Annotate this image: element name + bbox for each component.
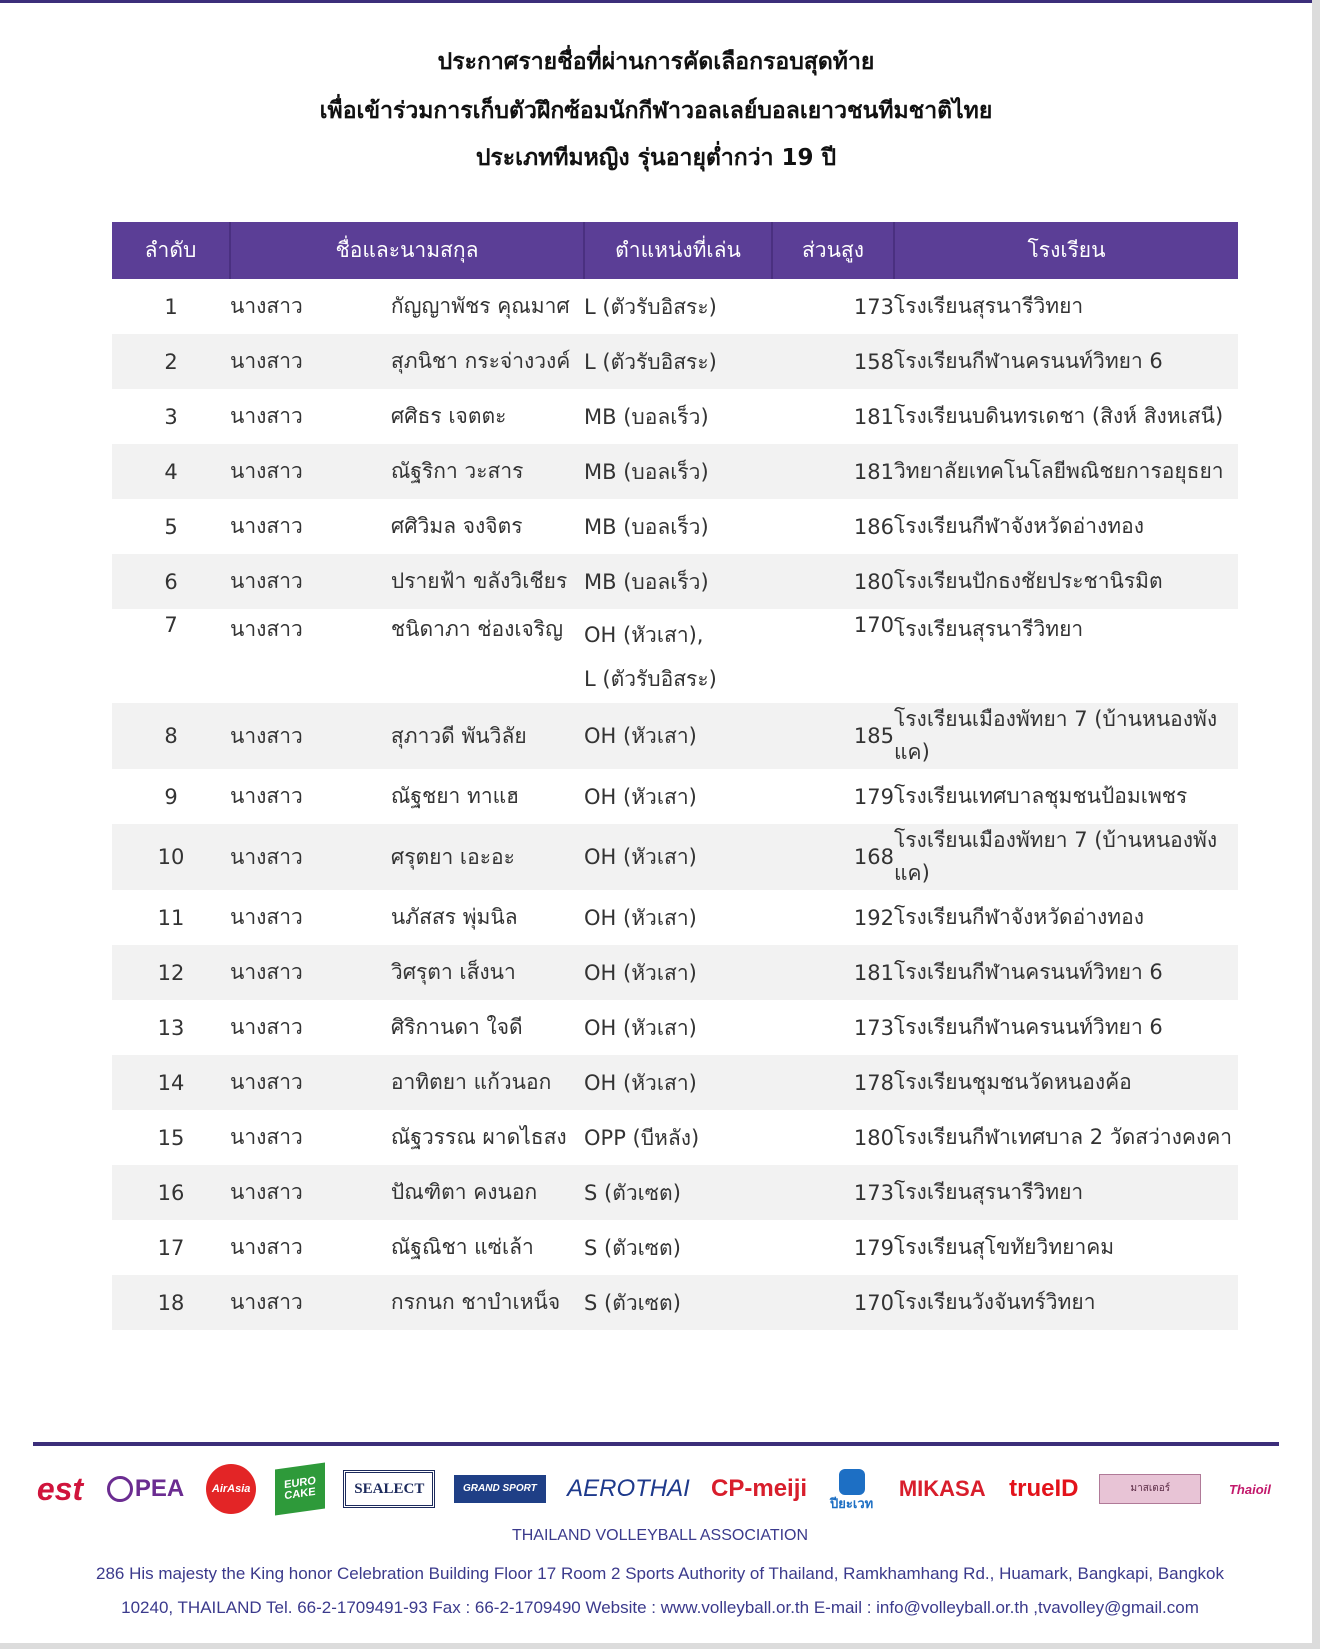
table-row [112, 279, 1238, 334]
position-primary: OH (หัวเสา) [584, 905, 697, 930]
player-title: นางสาว [230, 514, 303, 538]
player-school: โรงเรียนเมืองพัทยา 7 (บ้านหนองพังแค) [894, 824, 1238, 890]
player-name: สุภนิชา กระจ่างวงค์ [391, 334, 584, 389]
position-primary: MB (บอลเร็ว) [584, 569, 709, 594]
player-position [584, 769, 772, 824]
player-name: สุภาวดี พันวิลัย [391, 703, 584, 769]
player-number: 2 [112, 334, 230, 389]
player-name: ณัฐริกา วะสาร [391, 444, 584, 499]
table-row [112, 334, 1238, 389]
player-height: 173 [772, 1165, 894, 1220]
vitamin-logo: ปียะเวท [826, 1464, 878, 1514]
player-number: 10 [112, 824, 230, 890]
position-primary: OH (หัวเสา) [584, 784, 697, 809]
position-primary: OH (หัวเสา) [584, 845, 697, 869]
player-number: 15 [157, 1125, 185, 1150]
player-name: ปัณฑิตา คงนอก [391, 1165, 584, 1220]
player-number: 5 [164, 514, 178, 539]
player-name: วิศรุตา เส็งนา [391, 945, 584, 1000]
player-school: โรงเรียนเทศบาลชุมชนป้อมเพชร [894, 784, 1188, 808]
table-row [112, 890, 1238, 945]
aerothai-logo: AEROTHAI [567, 1475, 690, 1502]
player-school: โรงเรียนกีฬาจังหวัดอ่างทอง [894, 905, 1144, 929]
player-height: 168 [772, 824, 894, 890]
player-name: ณัฐชยา ทาแฮ [390, 784, 519, 808]
table-row [112, 769, 1238, 824]
player-school: โรงเรียนเมืองพัทยา 7 (บ้านหนองพังแค) [894, 703, 1238, 769]
table-row [112, 1165, 1238, 1220]
player-number: 9 [164, 784, 178, 809]
player-number: 18 [112, 1275, 230, 1330]
player-height: 186 [853, 514, 894, 539]
player-height: 192 [853, 905, 894, 930]
player-position [584, 1220, 772, 1275]
player-name: ปรายฟ้า ขลังวิเชียร [391, 554, 584, 609]
player-height: 181 [772, 444, 894, 499]
eurocake-logo: EURO CAKE [275, 1462, 325, 1515]
bank-logo: มาสเตอร์ [1099, 1474, 1201, 1504]
player-position [584, 1165, 772, 1220]
position-primary: S (ตัวเซต) [584, 1180, 681, 1205]
address-line-2: 10240, THAILAND Tel. 66-2-1709491-93 Fax : 66-2-1709490 Website : www.volleyball.or.th E-mail : info@volleyball.or.th ,tvavolley@gmail.com [121, 1598, 1199, 1617]
player-height: 178 [772, 1055, 894, 1110]
player-name: ศรุตยา เอะอะ [391, 824, 584, 890]
header-height: ส่วนสูง [772, 222, 894, 279]
announcement-subtitle: เพื่อเข้าร่วมการเก็บตัวฝึกซ้อมนักกีฬาวอลเลย์บอลเยาวชนทีมชาติไทย [319, 98, 993, 124]
player-title: นางสาว [230, 554, 391, 609]
player-title: นางสาว [230, 703, 391, 769]
announcement-category: ประเภททีมหญิง รุ่นอายุต่ำกว่า 19 ปี [475, 145, 837, 171]
player-position [584, 499, 772, 554]
player-position [584, 389, 772, 444]
table-row [112, 609, 1238, 703]
announcement-title: ประกาศรายชื่อที่ผ่านการคัดเลือกรอบสุดท้าย [437, 49, 875, 75]
player-height: 181 [772, 945, 894, 1000]
player-name: ศศิวิมล จงจิตร [390, 514, 523, 538]
player-position [584, 609, 772, 703]
thaioil-logo: Thaioil [1228, 1481, 1271, 1497]
player-number: 6 [112, 554, 230, 609]
player-position [584, 1000, 772, 1055]
player-school: โรงเรียนกีฬานครนนท์วิทยา 6 [894, 1015, 1163, 1039]
table-row [112, 1275, 1238, 1330]
table-row [112, 945, 1238, 1000]
player-title: นางสาว [230, 617, 303, 641]
player-school: โรงเรียนกีฬานครนนท์วิทยา 6 [894, 334, 1238, 389]
table-row [112, 824, 1238, 890]
player-number: 8 [112, 703, 230, 769]
table-row [112, 499, 1238, 554]
position-primary: S (ตัวเซต) [584, 1235, 681, 1260]
position-primary: OH (หัวเสา) [584, 724, 697, 748]
player-name: ศิริกานดา ใจดี [390, 1015, 523, 1039]
player-height: 181 [853, 404, 894, 429]
table-header-row [112, 222, 1238, 279]
player-title: นางสาว [230, 824, 391, 890]
position-primary: L (ตัวรับอิสระ) [584, 349, 717, 374]
player-height: 180 [772, 554, 894, 609]
trueid-logo: trueID [1009, 1475, 1079, 1502]
position-primary: OH (หัวเสา) [584, 960, 697, 985]
header-position: ตำแหน่งที่เล่น [584, 222, 772, 279]
est-logo: est [36, 1471, 84, 1507]
table-body [112, 279, 1238, 1330]
player-number: 1 [164, 294, 178, 319]
player-school: โรงเรียนปักธงชัยประชานิรมิต [894, 554, 1238, 609]
address-line-1: 286 His majesty the King honor Celebration Building Floor 17 Room 2 Sports Authority of Thailand, Ramkhamhang Rd., Huamark, Bangkapi, Bangkok [96, 1564, 1224, 1583]
player-position [584, 554, 772, 609]
player-title: นางสาว [230, 905, 303, 929]
mikasa-logo: MIKASA [898, 1476, 986, 1501]
player-number: 7 [164, 613, 178, 637]
player-position [584, 945, 772, 1000]
players-table [112, 222, 1238, 1330]
player-title: นางสาว [230, 945, 391, 1000]
position-primary: L (ตัวรับอิสระ) [584, 294, 717, 319]
player-height: 158 [772, 334, 894, 389]
sponsor-logos [35, 1459, 1280, 1519]
player-height: 180 [853, 1125, 894, 1150]
player-title: นางสาว [230, 1015, 303, 1039]
player-name: กัญญาพัชร คุณมาศ [390, 294, 570, 318]
player-school: โรงเรียนสุรนารีวิทยา [894, 294, 1084, 318]
player-position [584, 444, 772, 499]
player-title: นางสาว [230, 294, 303, 318]
player-position [584, 1110, 772, 1165]
player-school: โรงเรียนบดินทรเดชา (สิงห์ สิงหเสนี) [894, 404, 1224, 428]
player-title: นางสาว [230, 404, 303, 428]
position-secondary: L (ตัวรับอิสระ) [584, 667, 717, 691]
player-name: ณัฐวรรณ ผาดไธสง [390, 1125, 567, 1149]
header-school: โรงเรียน [894, 222, 1238, 279]
player-title: นางสาว [230, 334, 391, 389]
table-row [112, 1220, 1238, 1275]
sealect-logo: SEALECT [343, 1470, 435, 1508]
player-title: นางสาว [230, 1235, 303, 1259]
player-title: นางสาว [230, 1125, 303, 1149]
player-name: นภัสสร พุ่มนิล [390, 905, 518, 929]
position-primary: OH (หัวเสา) [584, 1015, 697, 1040]
header-number: ลำดับ [112, 222, 230, 279]
position-primary: OPP (บีหลัง) [584, 1125, 700, 1150]
player-height: 170 [853, 613, 894, 637]
player-name: อาทิตยา แก้วนอก [391, 1055, 584, 1110]
player-height: 185 [772, 703, 894, 769]
player-number: 12 [112, 945, 230, 1000]
player-position [584, 1275, 772, 1330]
player-school: โรงเรียนวังจันทร์วิทยา [894, 1275, 1238, 1330]
player-title: นางสาว [230, 444, 391, 499]
table-row [112, 703, 1238, 769]
airasia-logo: AirAsia [206, 1464, 256, 1514]
player-title: นางสาว [230, 1165, 391, 1220]
player-school: โรงเรียนกีฬานครนนท์วิทยา 6 [894, 945, 1238, 1000]
player-height: 179 [853, 1235, 894, 1260]
player-school: โรงเรียนสุรนารีวิทยา [894, 617, 1084, 641]
table-row [112, 389, 1238, 444]
player-school: โรงเรียนชุมชนวัดหนองค้อ [894, 1055, 1238, 1110]
table-row [112, 444, 1238, 499]
table-row [112, 554, 1238, 609]
player-position [584, 1055, 772, 1110]
player-name: ณัฐณิชา แซ่เล้า [390, 1235, 534, 1259]
player-position [584, 334, 772, 389]
player-number: 13 [157, 1015, 185, 1040]
player-position [584, 703, 772, 769]
player-name: ชนิดาภา ช่องเจริญ [390, 617, 564, 641]
player-title: นางสาว [230, 1275, 391, 1330]
player-height: 170 [772, 1275, 894, 1330]
player-school: โรงเรียนสุโขทัยวิทยาคม [894, 1235, 1115, 1259]
header-name: ชื่อและนามสกุล [230, 222, 584, 279]
position-primary: MB (บอลเร็ว) [584, 514, 709, 539]
player-school: โรงเรียนกีฬาจังหวัดอ่างทอง [894, 514, 1144, 538]
position-primary: MB (บอลเร็ว) [584, 404, 709, 429]
player-number: 16 [112, 1165, 230, 1220]
player-number: 17 [157, 1235, 185, 1260]
player-number: 11 [157, 905, 185, 930]
position-primary: MB (บอลเร็ว) [584, 459, 709, 484]
player-title: นางสาว [230, 784, 303, 808]
player-position [584, 890, 772, 945]
player-number: 14 [112, 1055, 230, 1110]
player-number: 4 [112, 444, 230, 499]
table-row [112, 1000, 1238, 1055]
player-height: 173 [853, 294, 894, 319]
player-school: วิทยาลัยเทคโนโลยีพณิชยการอยุธยา [894, 444, 1238, 499]
player-school: โรงเรียนกีฬาเทศบาล 2 วัดสว่างคงคา [894, 1125, 1233, 1149]
player-height: 173 [853, 1015, 894, 1040]
player-title: นางสาว [230, 1055, 391, 1110]
association-name: THAILAND VOLLEYBALL ASSOCIATION [511, 1527, 809, 1544]
grandsport-logo: GRAND SPORT [454, 1475, 546, 1503]
player-number: 3 [164, 404, 178, 429]
player-name: กรกนก ชาบำเหน็จ [391, 1275, 584, 1330]
player-school: โรงเรียนสุรนารีวิทยา [894, 1165, 1238, 1220]
table-row [112, 1055, 1238, 1110]
footer-divider [33, 1442, 1279, 1446]
player-position [584, 279, 772, 334]
position-primary: S (ตัวเซต) [584, 1290, 681, 1315]
position-primary: OH (หัวเสา) [584, 1070, 697, 1095]
table-row [112, 1110, 1238, 1165]
player-position [584, 824, 772, 890]
player-height: 179 [853, 784, 894, 809]
position-primary: OH (หัวเสา), [584, 623, 704, 647]
player-name: ศศิธร เจตตะ [390, 404, 507, 428]
pea-logo: PEA [104, 1476, 188, 1502]
cpmeiji-logo: CP-meiji [711, 1475, 808, 1502]
